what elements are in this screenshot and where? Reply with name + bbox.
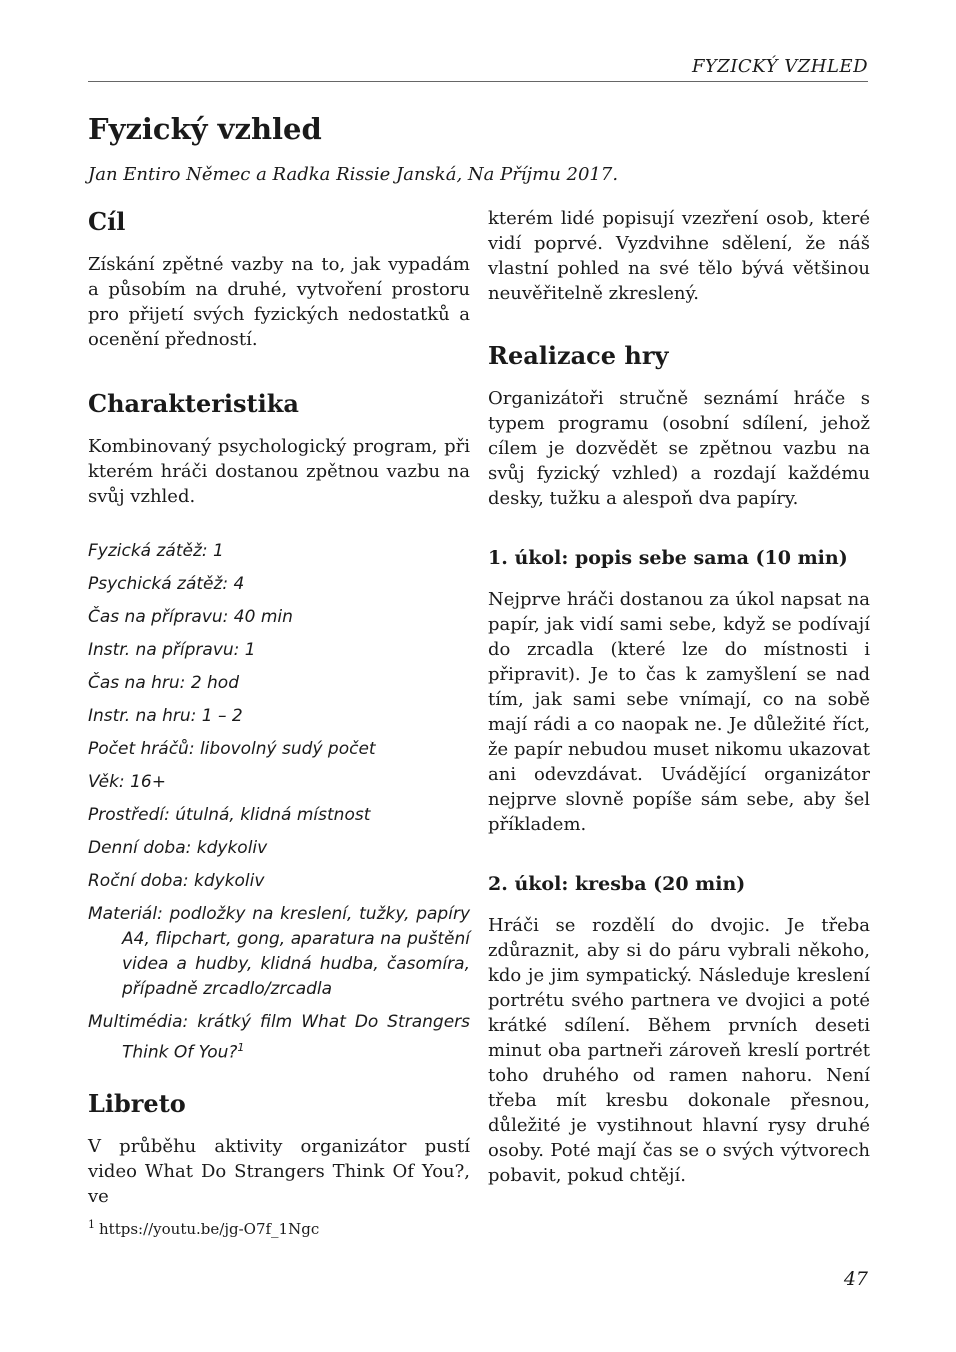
spec-item-multimedia (88, 1010, 470, 1066)
task2-text: Hráči se rozdělí do dvojic. Je třeba zdůraznit, aby si do páru vybrali někoho, kdo je jim sympatický. Následuje kreslení portrétu svého partnera ve dvojici a poté krátké sdílení. Během prvních deseti minut oba partneři zároveň kreslí portrét toho druhého od ramen nahoru. Není třeba mít kresbu dokonale přesnou, důležité je vystihnout hlavní rysy druhé osoby. Poté mají čas se o svých výtvorech pobavit, pokud chtějí. (488, 915, 870, 1186)
goal-text: Získání zpětné vazby na to, jak vypadám a působím na druhé, vytvoření prostoru pro přijetí svých fyzických nedostatků a ocenění předností. (88, 254, 470, 350)
footnote (88, 1218, 319, 1238)
spec-item: Psychická zátěž: 4 (88, 574, 245, 594)
spec-item: Čas na hru: 2 hod (88, 673, 239, 693)
authors-line: Jan Entiro Němec a Radka Rissie Janská, Na Příjmu 2017. (88, 164, 619, 185)
realization-heading: Realizace hry (488, 341, 669, 370)
realization-text: Organizátoři stručně seznámí hráče s typem programu (osobní sdílení, jehož cílem je dozvědět se zpětnou vazbu na svůj fyzický vzhled) a rozdají každému desky, tužku a alespoň dva papíry. (488, 388, 870, 509)
spec-item: Věk: 16+ (88, 772, 166, 792)
running-head: FYZICKÝ VZHLED (691, 56, 868, 77)
spec-item: Čas na přípravu: 40 min (88, 607, 293, 627)
spec-item: Roční doba: kdykoliv (88, 871, 265, 891)
spec-item: Denní doba: kdykoliv (88, 838, 268, 858)
libreto-heading: Libreto (88, 1088, 186, 1118)
task2-heading: 2. úkol: kresba (20 min) (488, 873, 746, 895)
goal-heading: Cíl (88, 207, 126, 236)
libreto-text: V průběhu aktivity organizátor pustí video What Do Strangers Think Of You?, ve (88, 1135, 470, 1207)
page-title: Fyzický vzhled (88, 112, 322, 146)
task1-text: Nejprve hráči dostanou za úkol napsat na papír, jak vidí sami sebe, když se podívají do zrcadla (které lze do místnosti i připravit). Je to čas k zamyšlení se nad tím, jak sami sebe vnímají, co na sobě mají rádi a co naopak ne. Je důležité říct, že papír nebudou muset nikomu ukazovat ani odevzdávat. Uvádějící organizátor nejprve slovně popíše sám sebe, aby šel příkladem. (488, 589, 870, 835)
left-column (88, 206, 470, 1209)
footnote-reference: 1 (237, 1041, 245, 1054)
characteristics-text: Kombinovaný psychologický program, při kterém hráči dostanou zpětnou vazbu na svůj vzhled. (88, 436, 470, 507)
spec-item: Instr. na přípravu: 1 (88, 640, 256, 660)
header-rule (88, 81, 868, 82)
specs-list (88, 539, 470, 1066)
spec-item: Instr. na hru: 1 – 2 (88, 706, 243, 726)
page-number: 47 (843, 1268, 868, 1290)
spec-item: Materiál: podložky na kreslení, tužky, papíry A4, flipchart, gong, aparatura na puštění videa a hudby, klidná hudba, časomíra, případně zrcadlo/zrcadla (88, 904, 470, 999)
footnote-link[interactable]: https://youtu.be/jg-O7f_1Ngc (99, 1220, 320, 1238)
spec-item: Fyzická zátěž: 1 (88, 541, 224, 561)
characteristics-heading: Charakteristika (88, 389, 299, 418)
multimedia-text: Multimédia: krátký film What Do Strangers Think Of You? (88, 1012, 470, 1063)
spec-item: Počet hráčů: libovolný sudý počet (88, 739, 376, 759)
libreto-continued-text: kterém lidé popisují vzezření osob, které vidí poprvé. Vyzdvihne sdělení, že náš vlastní pohled na své tělo bývá většinou neuvěřitelně zkreslený. (488, 208, 870, 304)
footnote-number: 1 (88, 1218, 95, 1231)
spec-item: Prostředí: útulná, klidná místnost (88, 805, 371, 825)
task1-heading: 1. úkol: popis sebe sama (10 min) (488, 547, 848, 569)
right-column (488, 206, 870, 1188)
